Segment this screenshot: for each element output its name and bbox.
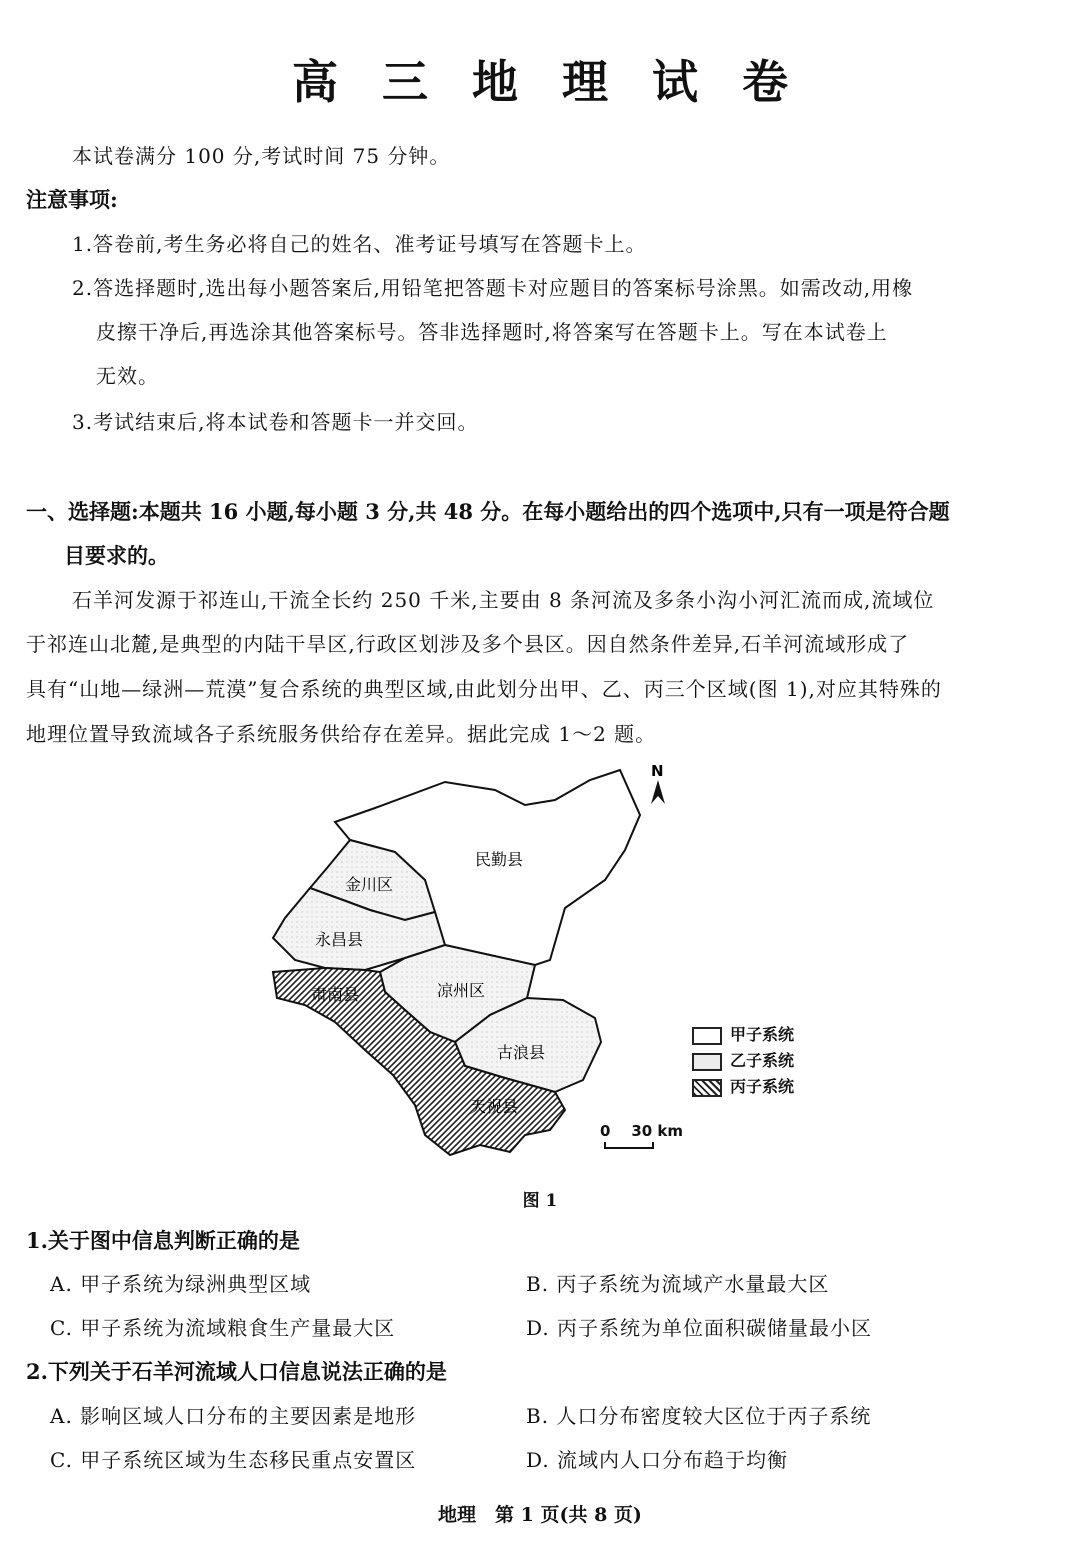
label-yongchang: 永昌县	[315, 930, 364, 949]
notice-item-2: 2.答选择题时,选出每小题答案后,用铅笔把答题卡对应题目的答案标号涂黑。如需改动,用橡	[72, 276, 914, 300]
north-label: N	[651, 762, 664, 780]
question-1-option-c: C. 甲子系统为流域粮食生产量最大区	[50, 1316, 396, 1340]
passage-line-2: 于祁连山北麓,是典型的内陆干旱区,行政区划涉及多个县区。因自然条件差异,石羊河流域形成了	[26, 632, 910, 656]
legend-jia: 甲子系统	[692, 1022, 794, 1045]
passage-line-1: 石羊河发源于祁连山,干流全长约 250 千米,主要由 8 条河流及多条小沟小河汇流而成,流域位	[72, 588, 935, 612]
label-minqin: 民勤县	[475, 850, 524, 869]
label-liangzhou: 凉州区	[437, 981, 486, 1000]
question-2-option-b: B. 人口分布密度较大区位于丙子系统	[526, 1404, 872, 1428]
question-2-option-d: D. 流域内人口分布趋于均衡	[526, 1448, 789, 1472]
question-2-stem: 2.下列关于石羊河流域人口信息说法正确的是	[26, 1359, 447, 1384]
north-arrow-icon	[651, 780, 665, 804]
legend-swatch-yi	[692, 1053, 722, 1071]
page-footer: 地理 第 1 页(共 8 页)	[438, 1504, 642, 1526]
question-1-option-b: B. 丙子系统为流域产水量最大区	[526, 1272, 830, 1296]
question-2-option-c: C. 甲子系统区域为生态移民重点安置区	[50, 1448, 417, 1472]
legend-swatch-bing	[692, 1079, 722, 1097]
question-1-option-d: D. 丙子系统为单位面积碳储量最小区	[526, 1316, 873, 1340]
question-1-stem: 1.关于图中信息判断正确的是	[26, 1228, 300, 1253]
passage-line-3: 具有“山地—绿洲—荒漠”复合系统的典型区域,由此划分出甲、乙、丙三个区域(图 1),对应其特殊的	[26, 677, 942, 701]
label-tianzhu: 天祝县	[470, 1097, 519, 1116]
page-title: 高三地理试卷	[292, 55, 832, 109]
question-2-option-a: A. 影响区域人口分布的主要因素是地形	[50, 1404, 417, 1428]
scale-bar	[604, 1142, 654, 1149]
legend-yi: 乙子系统	[692, 1048, 794, 1071]
section-heading-cont: 目要求的。	[64, 543, 169, 568]
notice-item-1: 1.答卷前,考生务必将自己的姓名、准考证号填写在答题卡上。	[72, 232, 647, 256]
label-jinchuan: 金川区	[345, 875, 394, 894]
passage-line-4: 地理位置导致流域各子系统服务供给存在差异。据此完成 1～2 题。	[26, 722, 657, 746]
notice-heading: 注意事项:	[26, 187, 118, 212]
exam-intro: 本试卷满分 100 分,考试时间 75 分钟。	[72, 144, 451, 168]
legend-swatch-jia	[692, 1027, 722, 1045]
figure-1-map	[265, 760, 725, 1170]
figure-caption: 图 1	[522, 1191, 558, 1211]
label-gulang: 古浪县	[497, 1043, 546, 1062]
notice-item-2-end: 无效。	[96, 364, 159, 388]
legend-bing: 丙子系统	[692, 1074, 794, 1097]
scale-label: 0 30 km	[600, 1122, 684, 1140]
section-heading: 一、选择题:本题共 16 小题,每小题 3 分,共 48 分。在每小题给出的四个选项中,只有一项是符合题	[26, 499, 950, 524]
notice-item-3: 3.考试结束后,将本试卷和答题卡一并交回。	[72, 410, 479, 434]
map-svg	[265, 760, 725, 1170]
notice-item-2-cont: 皮擦干净后,再选涂其他答案标号。答非选择题时,将答案写在答题卡上。写在本试卷上	[96, 320, 888, 344]
question-1-option-a: A. 甲子系统为绿洲典型区域	[50, 1272, 312, 1296]
label-sunan: 肃南县	[311, 985, 360, 1004]
